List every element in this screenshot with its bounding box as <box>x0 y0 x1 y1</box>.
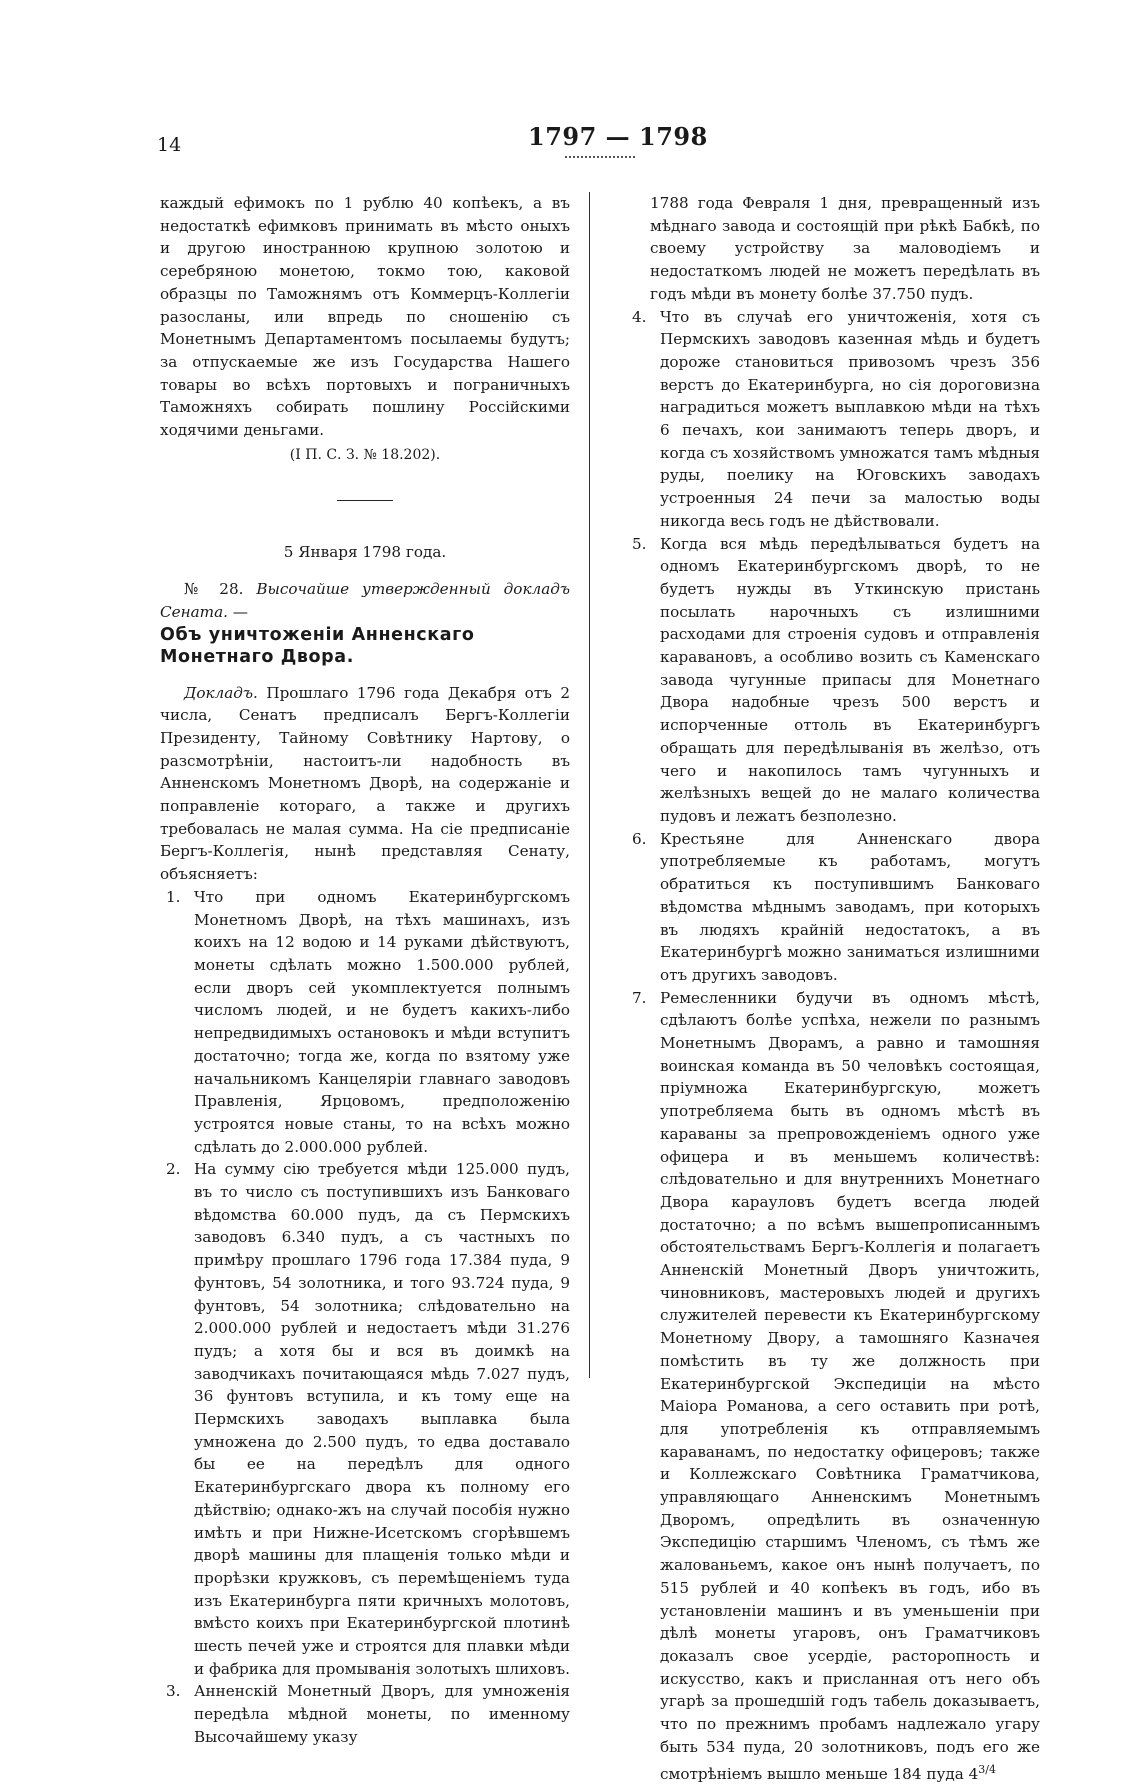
item-number: 1. <box>166 887 181 906</box>
item-text: Когда вся мѣдь передѣлываться будетъ на одномъ Екатеринбургскомъ дворѣ, то не будетъ нужды въ Уткинскую пристань посылать нарочныхъ съ излишними расходами для строенія судовъ и отправленія каравановъ, а особливо возить съ Каменскаго завода чугунные припасы для Монетнаго Двора надобные чрезъ 500 верстъ и испорченные оттоль въ Екатеринбургъ обращать для передѣлыванія въ желѣзо, отъ чего и накопилось тамъ чугунныхъ и желѣзныхъ вещей до не малаго количества пудовъ и лежатъ безполезно. <box>660 534 1040 825</box>
item-number: 6. <box>632 829 647 848</box>
fraction: 3/4 <box>978 1762 996 1776</box>
item-number: 2. <box>166 1160 181 1179</box>
list-item <box>160 1158 570 1680</box>
item-text: На сумму сію требуется мѣди 125.000 пудъ, въ то число съ поступившихъ изъ Банковаго вѣдомства 60.000 пудъ, да съ Пермскихъ заводовъ 6.340 пудъ, а съ частныхъ по примѣру прошлаго 1796 года 17.384 пуда, 9 фунтовъ, 54 золотника, и того 93.724 пуда, 9 фунтовъ, 54 золотника; слѣдовательно на 2.000.000 рублей и недостаетъ мѣди 31.276 пудъ; а хотя бы и вся въ доимкѣ на заводчикахъ почитающаяся мѣдь 7.027 пудъ, 36 фунтовъ вступила, и къ тому еще на Пермскихъ заводахъ выплавка была умножена до 2.500 пудъ, то едва доставало бы ее на передѣлъ для одного Екатеринбургскаго двора къ полному его дѣйствію; однако-жъ на случай пособія нужно имѣть и при Нижне-Исетскомъ сгорѣвшемъ дворѣ машины для плащенія только мѣди и прорѣзки кружковъ, съ перемѣщеніемъ туда изъ Екатеринбурга пяти кричныхъ молотовъ, вмѣсто коихъ при Екатеринбургской плотинѣ шесть печей уже и строятся для плавки мѣди и фабрика для промыванія золотыхъ шлиховъ. <box>194 1160 570 1678</box>
item-number: 7. <box>632 988 647 1007</box>
page-number: 14 <box>157 134 182 156</box>
list-item <box>626 306 1040 533</box>
document-number: № 28. <box>184 580 244 599</box>
document-heading <box>160 578 570 623</box>
document-type: Высочайше утвержденный докладъ Сената. — <box>160 580 570 621</box>
continuation-text: каждый ефимокъ по 1 рублю 40 копѣекъ, а въ недостаткѣ ефимковъ принимать въ мѣсто оныхъ и другою иностранною крупною золотою и серебряною монетою, токмо тою, каковой образцы по Таможнямъ отъ Коммерцъ-Коллегіи разосланы, или впредь по сношенію съ Монетнымъ Департаментомъ посылаемы будутъ; за отпускаемые же изъ Государства Нашего товары во всѣхъ портовыхъ и пограничныхъ Таможняхъ собирать пошлину Россійскими ходячими деньгами. <box>160 194 570 440</box>
running-head-years: 1797 — 1798 <box>528 122 708 151</box>
continuation-text: 1788 года Февраля 1 дня, превращенный изъ мѣднаго завода и состоящій при рѣкѣ Бабкѣ, по своему устройству за маловодіемъ и недостаткомъ людей не можетъ передѣлать въ годъ мѣди въ монету болѣе 37.750 пудъ. <box>650 194 1040 303</box>
left-column <box>160 192 570 1749</box>
column-divider <box>589 192 590 1378</box>
item-text: Что въ случаѣ его уничтоженія, хотя съ Пермскихъ заводовъ казенная мѣдь и будетъ дороже становиться привозомъ чрезъ 356 верстъ до Екатеринбурга, но сія дороговизна наградиться можетъ выплавкою мѣди на тѣхъ 6 печахъ, кои занимаютъ теперь дворъ, и когда съ хозяйствомъ умножатся тамъ мѣдныя руды, поелику на Юговскихъ заводахъ устроенныя 24 печи за малостью воды никогда весь годъ не дѣйствовали. <box>660 307 1040 530</box>
item-number: 4. <box>632 307 647 326</box>
item-number: 3. <box>166 1682 181 1701</box>
document-title: Объ уничтоженіи Анненскаго Монетнаго Двора. <box>160 624 475 667</box>
right-column <box>626 192 1040 1785</box>
report-lead: Докладъ. <box>184 683 258 702</box>
item-text: Ремесленники будучи въ одномъ мѣстѣ, сдѣлаютъ болѣе успѣха, нежели по разнымъ Монетнымъ Дворамъ, а равно и тамошняя воинская команда въ 50 человѣкъ состоящая, пріумножа Екатеринбургскую, можетъ употребляема быть въ одномъ мѣстѣ въ караваны за препровожденіемъ одного уже офицера и въ меньшемъ количествѣ: слѣдовательно и для внутреннихъ Монетнаго Двора карауловъ будетъ всегда людей достаточно; а по всѣмъ вышепрописаннымъ обстоятельствамъ Бергъ-Коллегія и полагаетъ Анненскій Монетный Дворъ уничтожить, чиновниковъ, мастеровыхъ людей и другихъ служителей перевести къ Екатеринбургскому Монетному Двору, а тамошняго Казначея помѣстить въ ту же должность при Екатеринбургской Экспедиціи на мѣсто Маіора Романова, а сего оставить при ротѣ, для употребленія къ отправляемымъ караванамъ, по недостатку офицеровъ; также и Коллежскаго Совѣтника Граматчикова, управляющаго Анненскимъ Монетнымъ Дворомъ, опредѣлить въ означенную Экспедицію старшимъ Членомъ, съ тѣмъ же жалованьемъ, какое онъ нынѣ получаетъ, по 515 рублей и 40 копѣекъ въ годъ, ибо въ установленіи машинъ и въ уменьшеніи при дѣлѣ монеты угаровъ, онъ Граматчиковъ доказалъ свое усердіе, расторопность и искусство, какъ и присланная отъ него объ угарѣ за прошедшій годъ табель доказываетъ, что по прежнимъ пробамъ надлежало угару быть 534 пуда, 20 золотниковъ, подъ его же смотрѣніемъ вышло меньше 184 пуда 4 <box>660 988 1040 1783</box>
report-items-right <box>626 306 1040 1785</box>
list-item <box>626 987 1040 1785</box>
wavy-ornament-icon <box>565 150 635 158</box>
section-divider <box>337 500 393 501</box>
citation: (I П. С. З. № 18.202). <box>289 446 441 463</box>
report-items-left <box>160 886 570 1749</box>
item-text: Что при одномъ Екатеринбургскомъ Монетномъ Дворѣ, на тѣхъ машинахъ, изъ коихъ на 12 водою и 14 руками дѣйствуютъ, монеты сдѣлать можно 1.500.000 рублей, если дворъ сей укомплектуется полнымъ числомъ людей, и не будетъ какихъ-либо непредвидимыхъ остановокъ и мѣди вступитъ достаточно; тогда же, когда по взятому уже начальникомъ Канцеляріи главнаго заводовъ Правленія, Ярцовомъ, предположенію устроятся новые станы, то на всѣхъ можно сдѣлать до 2.000.000 рублей. <box>194 887 570 1156</box>
report-paragraph <box>160 682 570 886</box>
document-date: 5 Января 1798 года. <box>283 543 447 562</box>
item-text: Крестьяне для Анненскаго двора употребляемые къ работамъ, могутъ обратиться къ поступившимъ Банковаго вѣдомства мѣднымъ заводамъ, при которыхъ въ людяхъ крайній недостатокъ, а въ Екатеринбургѣ можно заниматься излишними отъ другихъ заводовъ. <box>660 829 1040 984</box>
list-item <box>160 1680 570 1748</box>
list-item <box>626 828 1040 987</box>
report-text: Прошлаго 1796 года Декабря отъ 2 числа, Сенатъ предписалъ Бергъ-Коллегіи Президенту, Тайному Совѣтнику Нартову, о разсмотрѣніи, настоитъ-ли надобность въ Анненскомъ Монетномъ Дворѣ, на содержаніе и поправленіе котораго, а также и другихъ требовалась не малая сумма. На сіе предписаніе Бергъ-Коллегія, нынѣ представляя Сенату, объясняетъ: <box>160 683 571 884</box>
item-number: 5. <box>632 534 647 553</box>
list-item <box>626 533 1040 828</box>
list-item <box>160 886 570 1158</box>
item-text: Анненскій Монетный Дворъ, для умноженія передѣла мѣдной монеты, по именному Высочайшему указу <box>194 1682 570 1746</box>
